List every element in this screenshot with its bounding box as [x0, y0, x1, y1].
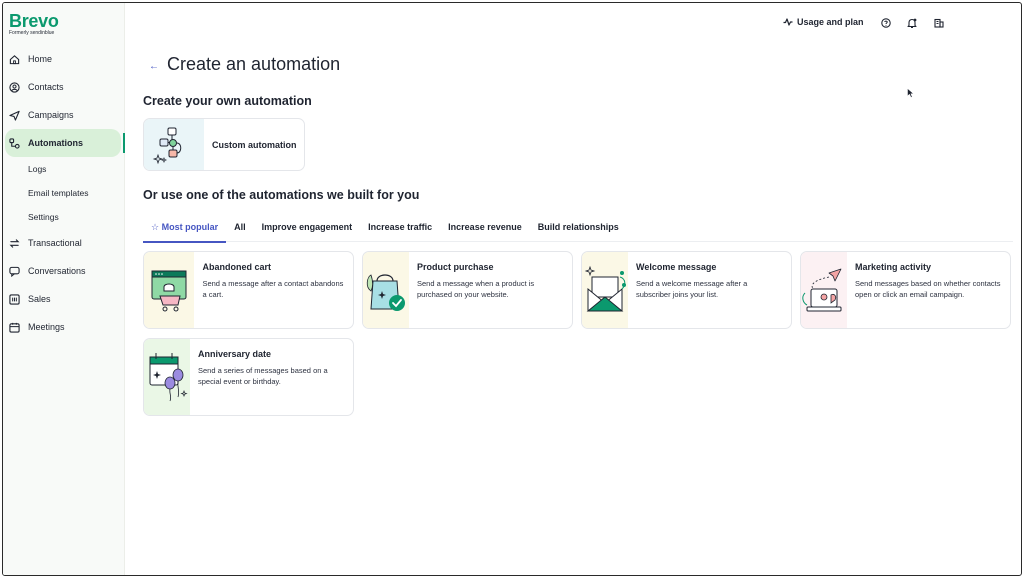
organization-icon[interactable]	[933, 17, 945, 29]
contacts-icon	[9, 82, 20, 93]
builtin-automations-heading: Or use one of the automations we built for you	[143, 188, 420, 202]
sales-icon	[9, 294, 20, 305]
tab-build-relationships[interactable]	[530, 214, 627, 242]
custom-automation-card[interactable]	[143, 118, 305, 171]
top-bar	[125, 3, 1021, 43]
cart-illustration	[144, 252, 194, 328]
sidebar-item-meetings[interactable]	[3, 313, 125, 341]
sidebar-item-label: Automations	[28, 138, 83, 148]
sidebar-item-automations[interactable]	[5, 129, 121, 157]
brand-tagline: Formerly sendinblue	[9, 30, 55, 36]
usage-and-plan-button[interactable]	[783, 17, 864, 27]
usage-label: Usage and plan	[797, 17, 864, 27]
tab-all[interactable]	[226, 214, 254, 242]
transactional-icon	[9, 238, 20, 249]
sidebar-item-label: Transactional	[28, 238, 82, 248]
laptop-illustration	[801, 252, 847, 328]
card-title: Product purchase	[417, 262, 494, 272]
send-icon	[9, 110, 20, 121]
calendar-icon	[9, 322, 20, 333]
back-arrow-icon[interactable]: ←	[149, 61, 159, 72]
sidebar-item-transactional[interactable]	[3, 229, 125, 257]
card-description: Send a series of messages based on a special event or birthday.	[198, 366, 328, 386]
category-tabs	[143, 214, 1013, 242]
tab-most-popular[interactable]	[143, 214, 226, 242]
card-title: Marketing activity	[855, 262, 932, 272]
automation-icon	[9, 138, 20, 149]
tab-label: Increase traffic	[368, 222, 433, 232]
sidebar-item-label: Home	[28, 54, 53, 64]
sidebar-item-label: Email templates	[28, 188, 89, 198]
home-icon	[9, 54, 20, 65]
page-title: Create an automation	[167, 54, 341, 74]
sidebar-item-conversations[interactable]	[3, 257, 125, 285]
chat-icon	[9, 266, 20, 277]
sidebar-item-label: Contacts	[28, 82, 64, 92]
activity-icon	[783, 17, 793, 27]
sidebar-item-logs[interactable]	[3, 157, 125, 181]
card-title: Welcome message	[636, 262, 717, 272]
mouse-pointer-icon	[907, 85, 914, 103]
automation-card-marketing-activity[interactable]	[800, 251, 1011, 329]
tab-label: Most popular	[161, 222, 219, 232]
tab-improve-engagement[interactable]	[254, 214, 361, 242]
card-description: Send messages based on whether contacts open or click an email campaign.	[855, 279, 1001, 299]
automation-card-anniversary-date[interactable]	[143, 338, 354, 416]
tab-label: Improve engagement	[261, 222, 353, 232]
sidebar-item-label: Meetings	[28, 322, 65, 332]
tab-label: Increase revenue	[448, 222, 522, 232]
sidebar-item-label: Conversations	[28, 266, 86, 276]
tab-increase-revenue[interactable]	[440, 214, 530, 242]
automation-card-product-purchase[interactable]	[362, 251, 573, 329]
sidebar	[3, 3, 125, 575]
sidebar-item-label: Settings	[28, 212, 59, 222]
sidebar-item-sales[interactable]	[3, 285, 125, 313]
sidebar-item-contacts[interactable]	[3, 73, 125, 101]
tab-label: Build relationships	[537, 222, 619, 232]
card-title: Anniversary date	[198, 349, 272, 359]
brand-name: Brevo	[9, 11, 59, 31]
sidebar-item-label: Sales	[28, 294, 51, 304]
notifications-bell-icon[interactable]	[906, 17, 918, 29]
sidebar-item-home[interactable]	[3, 45, 125, 73]
brand-logo[interactable]	[9, 11, 59, 36]
sidebar-item-email-templates[interactable]	[3, 181, 125, 205]
custom-automation-label: Custom automation	[212, 139, 297, 150]
star-icon: ☆	[151, 222, 162, 232]
calendar-balloons-illustration	[144, 339, 190, 415]
card-title: Abandoned cart	[202, 262, 271, 272]
automation-card-abandoned-cart[interactable]	[143, 251, 354, 329]
sidebar-item-campaigns[interactable]	[3, 101, 125, 129]
sidebar-nav	[3, 45, 125, 341]
automation-card-welcome-message[interactable]	[581, 251, 792, 329]
help-icon[interactable]	[880, 17, 892, 29]
tab-label: All	[234, 222, 246, 232]
shopping-bag-illustration	[363, 252, 409, 328]
sidebar-item-settings[interactable]	[3, 205, 125, 229]
envelope-illustration	[582, 252, 628, 328]
custom-automation-illustration	[144, 119, 204, 170]
sidebar-item-label: Logs	[28, 164, 47, 174]
tab-increase-traffic[interactable]	[360, 214, 440, 242]
own-automation-heading: Create your own automation	[143, 94, 312, 108]
card-description: Send a message when a product is purchased on your website.	[417, 279, 535, 299]
sidebar-item-label: Campaigns	[28, 110, 74, 120]
card-description: Send a welcome message after a subscriber joins your list.	[636, 279, 748, 299]
app-window	[2, 2, 1022, 576]
card-description: Send a message after a contact abandons a cart.	[202, 279, 344, 299]
